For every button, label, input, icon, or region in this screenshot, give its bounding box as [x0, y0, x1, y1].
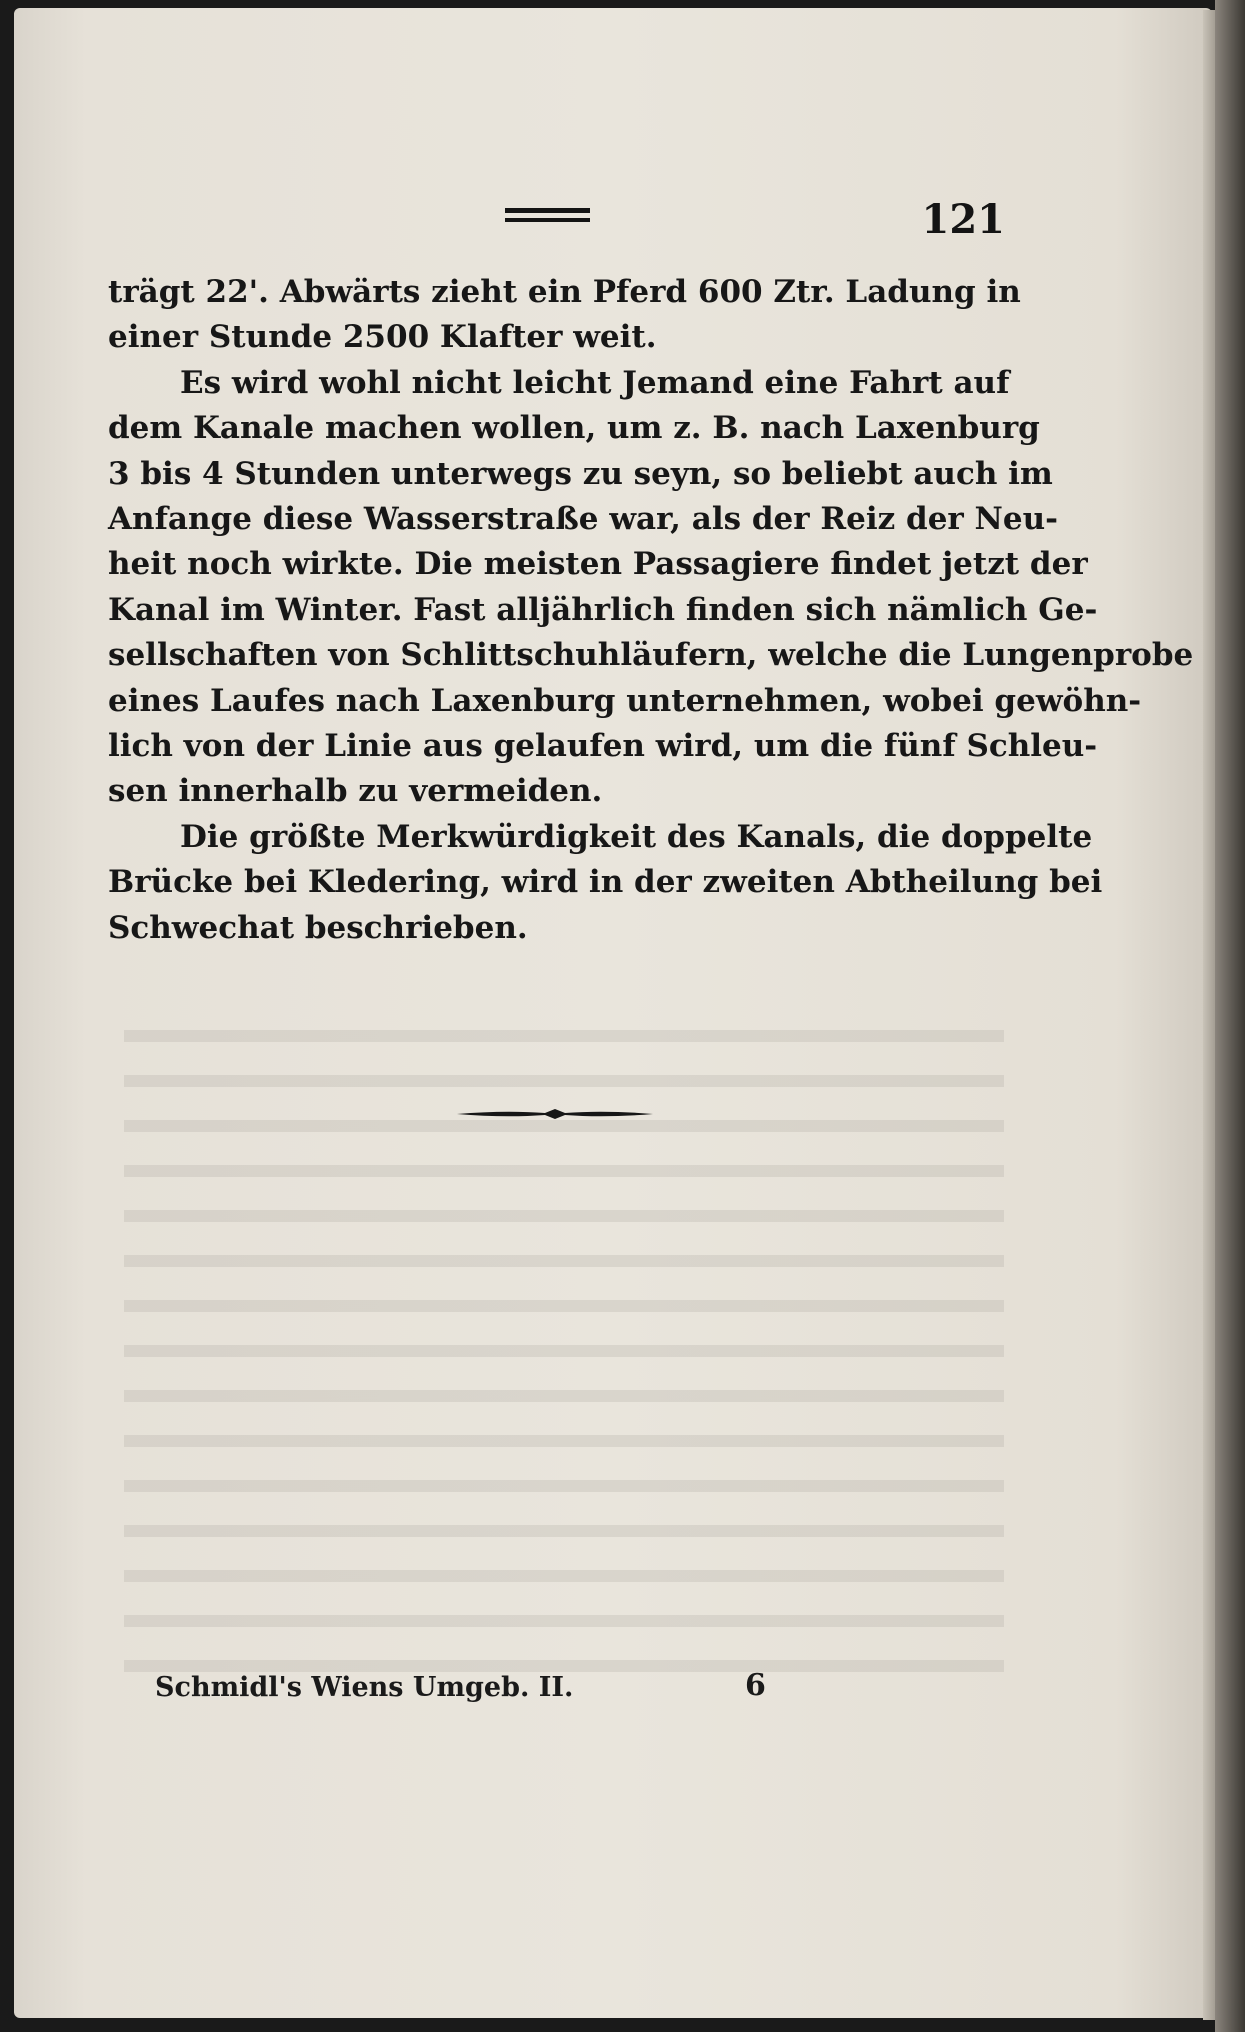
text-line: trägt 22'. Abwärts zieht ein Pferd 600 Ztr. Ladung in [108, 274, 1021, 310]
page-edge [1203, 10, 1215, 2020]
printer-signature: Schmidl's Wiens Umgeb. II. [155, 1672, 574, 1703]
text-line: eines Laufes nach Laxenburg unternehmen, wobei gewöhn- [108, 682, 1142, 719]
header-rule [505, 208, 590, 222]
text-line: Anfange diese Wasserstraße war, als der Reiz der Neu- [108, 501, 1059, 538]
text-line: Brücke bei Kledering, wird in der zweiten Abtheilung bei [108, 864, 1103, 901]
text-line: Kanal im Winter. Fast alljährlich finden sich nämlich Ge- [108, 591, 1098, 628]
section-end-ornament-icon [455, 1104, 655, 1124]
paragraph-2 [108, 361, 1194, 815]
text-line: Die größte Merkwürdigkeit des Kanals, die doppelte [180, 818, 1093, 855]
book-gutter [1215, 0, 1245, 2032]
text-line: lich von der Linie aus gelaufen wird, um die fünf Schleu- [108, 728, 1098, 765]
text-line: heit noch wirkte. Die meisten Passagiere findet jetzt der [108, 546, 1088, 583]
text-line: einer Stunde 2500 Klafter weit. [108, 319, 657, 356]
text-line: 3 bis 4 Stunden unterwegs zu seyn, so beliebt auch im [108, 455, 1053, 492]
text-line: Es wird wohl nicht leicht Jemand eine Fahrt auf [180, 364, 1010, 401]
paragraph-1 [108, 270, 1021, 361]
text-line: sellschaften von Schlittschuhläufern, welche die Lungenprobe [108, 637, 1194, 674]
text-line: sen innerhalb zu vermeiden. [108, 773, 603, 810]
body-text [108, 270, 1194, 951]
text-line: dem Kanale machen wollen, um z. B. nach Laxenburg [108, 410, 1040, 447]
sheet-number: 6 [745, 1668, 766, 1703]
paragraph-3 [108, 815, 1103, 951]
page-number: 121 [921, 196, 1005, 243]
text-line: Schwechat beschrieben. [108, 909, 528, 946]
